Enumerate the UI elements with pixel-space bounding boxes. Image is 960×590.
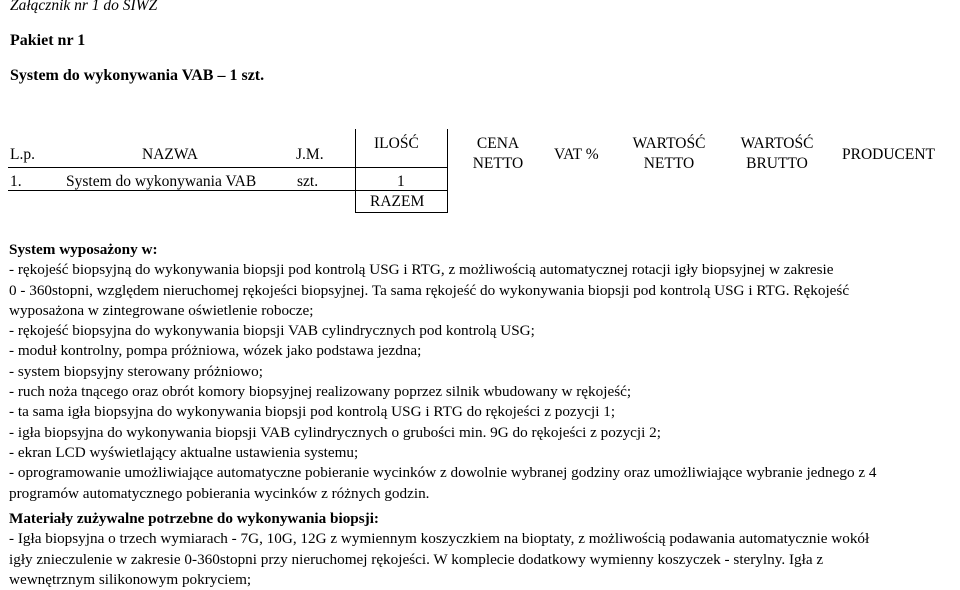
header-price-net-line1: CENA — [476, 135, 520, 152]
total-label: RAZEM — [370, 193, 425, 210]
system-title: System do wykonywania VAB – 1 szt. — [10, 67, 265, 84]
equipment-line: - rękojeść biopsyjną do wykonywania biopsji pod kontrolą USG i RTG, z możliwością automatycznej rotacji igły biopsyjnej w zakresie — [9, 261, 834, 279]
equipment-heading: System wyposażony w: — [9, 241, 158, 258]
header-unit: J.M. — [296, 146, 324, 163]
header-vat: VAT % — [554, 146, 599, 163]
header-price-net-line2: NETTO — [472, 155, 524, 172]
equipment-section — [9, 240, 954, 504]
equipment-line: 0 - 360stopni, względem nieruchomej rękojeści biopsyjnej. Ta sama rękojeść do wykonywania biopsji pod kontrolą USG i RTG. Rękojeść — [9, 281, 850, 299]
row-number: 1. — [10, 173, 22, 190]
table-rule — [355, 212, 448, 213]
table-rule — [355, 129, 356, 213]
equipment-line: - ekran LCD wyświetlający aktualne ustawienia systemu; — [9, 443, 359, 461]
header-value-net-line1: WARTOŚĆ — [632, 135, 706, 152]
equipment-line: - ruch noża tnącego oraz obrót komory biopsyjnej realizowany poprzez silnik wbudowany w rękojeść; — [9, 383, 632, 401]
table-rule — [8, 190, 448, 191]
header-lp: L.p. — [10, 146, 35, 163]
equipment-line: - ta sama igła biopsyjna do wykonywania biopsji pod kontrolą USG i RTG do rękojeści z pozycji 1; — [9, 403, 616, 421]
equipment-line: - moduł kontrolny, pompa próżniowa, wózek jako podstawa jezdna; — [9, 342, 422, 360]
materials-heading: Materiały zużywalne potrzebne do wykonywania biopsji: — [9, 510, 379, 527]
materials-line: igły znieczulenie w zakresie 0-360stopni przy nieruchomej rękojeści. W komplecie dodatkowy wymienny koszyczek - sterylny. Igła z — [9, 550, 824, 568]
table-rule — [8, 167, 448, 168]
materials-section — [9, 509, 954, 590]
equipment-line: programów automatycznego pobierania wycinków z różnych godzin. — [9, 484, 430, 502]
equipment-line: - rękojeść biopsyjna do wykonywania biopsji VAB cylindrycznych pod kontrolą USG; — [9, 322, 535, 340]
materials-line: wewnętrznym silikonowym pokryciem; — [9, 570, 252, 588]
header-qty: ILOŚĆ — [374, 135, 419, 152]
header-value-net-line2: NETTO — [643, 155, 695, 172]
table-rule — [447, 129, 448, 213]
equipment-line: - oprogramowanie umożliwiające automatyczne pobieranie wycinków z dowolnie wybranej godziny oraz umożliwiające wybranie jednego z 4 — [9, 464, 877, 482]
row-name: System do wykonywania VAB — [66, 173, 257, 190]
row-qty: 1 — [397, 173, 405, 190]
materials-line: - Igła biopsyjna o trzech wymiarach - 7G, 10G, 12G z wymiennym koszyczkiem na bioptaty, z możliwością podawania automatycznie wokół — [9, 530, 870, 548]
header-name: NAZWA — [142, 146, 198, 163]
attachment-label: Załącznik nr 1 do SIWZ — [10, 0, 158, 14]
row-unit: szt. — [297, 173, 319, 190]
package-title: Pakiet nr 1 — [10, 32, 86, 49]
header-producer: PRODUCENT — [842, 146, 936, 163]
header-value-gross-line2: BRUTTO — [746, 155, 808, 172]
equipment-line: - igła biopsyjna do wykonywania biopsji VAB cylindrycznych o grubości min. 9G do rękojeści z pozycji 2; — [9, 423, 661, 441]
header-value-gross-line1: WARTOŚĆ — [740, 135, 814, 152]
equipment-line: wyposażona w zintegrowane oświetlenie robocze; — [9, 301, 314, 319]
equipment-line: - system biopsyjny sterowany próżniowo; — [9, 362, 263, 380]
